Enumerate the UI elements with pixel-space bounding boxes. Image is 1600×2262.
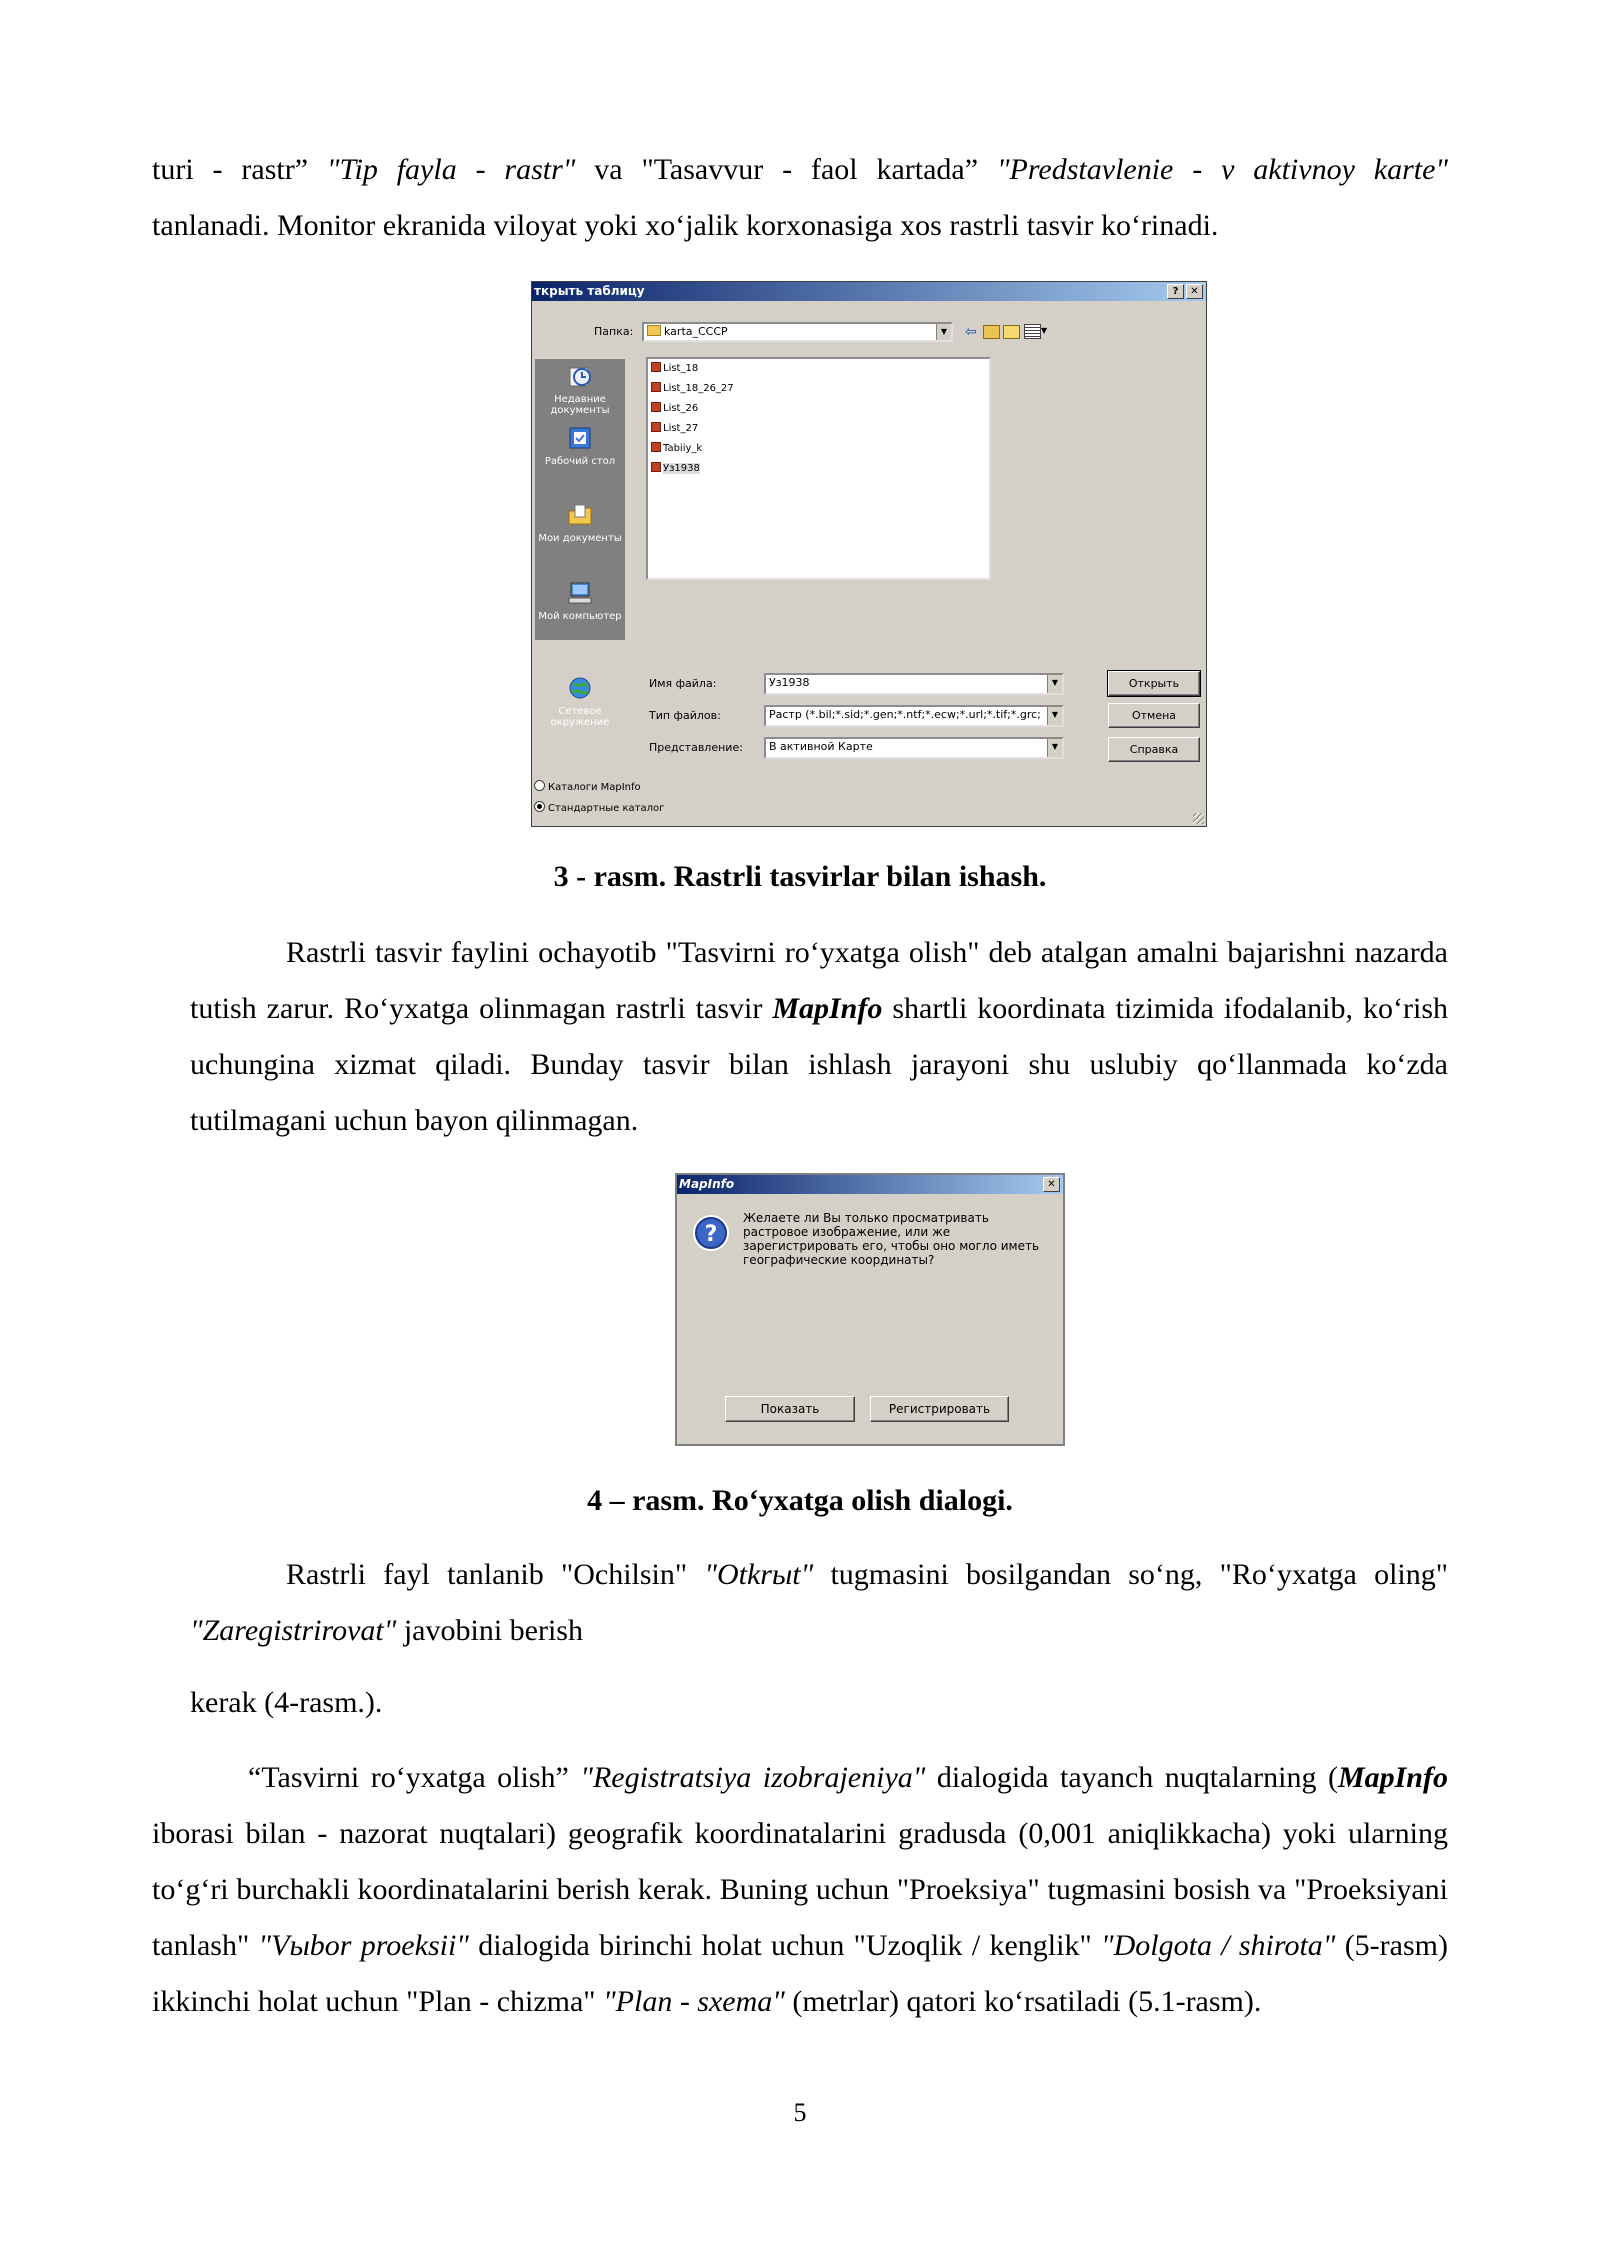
file-list-item[interactable]: List_27 <box>651 422 698 435</box>
dialog-title: ткрыть таблицу <box>534 284 645 298</box>
open-button[interactable]: Открыть <box>1108 671 1200 696</box>
figure-3-caption: 3 - rasm. Rastrli tasvirlar bilan ishash. <box>553 860 1047 893</box>
file-list-item-selected[interactable]: Уз1938 <box>651 462 700 475</box>
place-recent-documents[interactable]: Недавние документы <box>535 363 625 416</box>
chevron-down-icon[interactable]: ▼ <box>1047 707 1062 725</box>
table-file-icon <box>651 402 661 412</box>
up-folder-icon[interactable] <box>983 325 1000 339</box>
back-icon[interactable]: ⇦ <box>965 324 977 340</box>
view-label: Представление: <box>649 741 743 754</box>
page-number: 5 <box>793 2098 807 2127</box>
file-list-item[interactable]: List_18 <box>651 362 698 375</box>
filename-label: Имя файла: <box>649 677 717 690</box>
resize-grip-icon[interactable] <box>1193 813 1204 824</box>
place-desktop[interactable]: Рабочий стол <box>535 425 625 467</box>
paragraph-intro-line1: turi - rastr” "Tip fayla - rastr" va "Tasavvur - faol kartada” "Predstavlenie - v aktivnoy karte" <box>152 153 1448 186</box>
show-button[interactable]: Показать <box>725 1396 855 1422</box>
file-list-item[interactable]: List_18_26_27 <box>651 382 734 395</box>
help-title-button[interactable]: ? <box>1167 284 1184 299</box>
close-title-button[interactable]: ✕ <box>1186 284 1203 299</box>
clock-icon <box>567 363 593 389</box>
paragraph-kerak: kerak (4-rasm.). <box>190 1686 383 1719</box>
dialog-title-bar <box>532 282 1206 301</box>
radio-mapinfo-catalogs[interactable]: Каталоги MapInfo <box>534 780 641 793</box>
view-select[interactable]: В активной Карте ▼ <box>764 737 1064 759</box>
place-my-documents[interactable]: Мои документы <box>535 502 625 544</box>
place-network[interactable]: Сетевое окружение <box>535 675 625 728</box>
chevron-down-icon[interactable]: ▼ <box>1047 675 1062 693</box>
documents-folder-icon <box>567 502 593 528</box>
desktop-icon <box>567 425 593 451</box>
computer-icon <box>567 580 593 606</box>
radio-standard-catalogs[interactable]: Стандартные каталог <box>534 801 664 814</box>
filetype-select[interactable]: Растр (*.bil;*.sid;*.gen;*.ntf;*.ecw;*.url;*.tif;*.grc; ▼ <box>764 705 1064 727</box>
places-bar <box>535 359 625 640</box>
new-folder-icon[interactable] <box>1003 325 1020 339</box>
mapinfo-title-bar <box>677 1175 1063 1194</box>
svg-text:?: ? <box>704 1222 718 1247</box>
view-menu-arrow-icon[interactable]: ▼ <box>1041 326 1048 335</box>
table-file-icon <box>651 462 661 472</box>
filetype-label: Тип файлов: <box>649 709 721 722</box>
folder-label: Папка: <box>594 325 634 338</box>
figure-4-caption: 4 – rasm. Ro‘yxatga olish dialogi. <box>587 1484 1013 1517</box>
register-button[interactable]: Регистрировать <box>870 1396 1009 1422</box>
file-list-item[interactable]: Tabiiy_k <box>651 442 702 455</box>
table-file-icon <box>651 382 661 392</box>
question-icon <box>691 1213 731 1253</box>
paragraph-open-register: Rastrli fayl tanlanib "Ochilsin" "Otkrыt" tugmasini bosilgandan so‘ng, "Ro‘yxatga oling" "Zaregistrirovat" javobini berish <box>190 1558 1448 1647</box>
globe-icon <box>567 675 593 701</box>
paragraph-image-registration: “Tasvirni ro‘yxatga olish” "Registratsiya izobrajeniya" dialogida tayanch nuqtalarning (MapInfo iborasi bilan - nazorat nuqtalari) geografik koordinatalarini gradusda (0,001 aniqlikkacha) yoki ularning to‘g‘ri burchakli koordinatalarini berish kerak. Buning uchun "Proeksiya" tugmasini bosish va "Proeksiyani tanlash" "Vыbor proeksii" dialogida birinchi holat uchun "Uzoqlik / kenglik" "Dolgota / shirota" (5-rasm) ikkinchi holat uchun "Plan - chizma" "Plan - sxema" (metrlar) qatori ko‘rsatiladi (5.1-rasm). <box>152 1761 1448 2018</box>
filename-input[interactable]: Уз1938 ▼ <box>764 673 1064 695</box>
close-icon[interactable]: ✕ <box>1043 1177 1060 1192</box>
mapinfo-dialog <box>675 1173 1065 1446</box>
cancel-button[interactable]: Отмена <box>1108 703 1200 728</box>
help-button[interactable]: Справка <box>1108 737 1200 762</box>
table-file-icon <box>651 442 661 452</box>
mapinfo-message: Желаете ли Вы только просматривать растровое изображение, или же зарегистрировать его, чтобы оно могло иметь географические координаты? <box>743 1211 1040 1267</box>
paragraph-intro-line2: tanlanadi. Monitor ekranida viloyat yoki xo‘jalik korxonasiga xos rastrli tasvir ko‘rinadi. <box>152 209 1219 242</box>
chevron-down-icon[interactable]: ▼ <box>1047 739 1062 757</box>
view-menu-icon[interactable] <box>1024 324 1041 339</box>
paragraph-registration: Rastrli tasvir faylini ochayotib "Tasvirni ro‘yxatga olish" deb atalgan amalni bajarishni nazarda tutish zarur. Ro‘yxatga olinmagan rastrli tasvir MapInfo shartli koordinata tizimida ifodalanib, ko‘rish uchungina xizmat qiladi. Bunday tasvir bilan ishlash jarayoni shu uslubiy qo‘llanmada ko‘zda tutilmagani uchun bayon qilinmagan. <box>190 936 1448 1137</box>
mapinfo-title: MapInfo <box>679 1177 735 1191</box>
open-table-dialog <box>531 281 1207 827</box>
folder-icon <box>647 325 661 336</box>
table-file-icon <box>651 362 661 372</box>
table-file-icon <box>651 422 661 432</box>
file-list[interactable] <box>646 357 991 580</box>
place-my-computer[interactable]: Мой компьютер <box>535 580 625 622</box>
folder-select[interactable]: karta_CCCP ▼ <box>642 322 953 342</box>
file-list-item[interactable]: List_26 <box>651 402 698 415</box>
chevron-down-icon[interactable]: ▼ <box>936 324 951 340</box>
